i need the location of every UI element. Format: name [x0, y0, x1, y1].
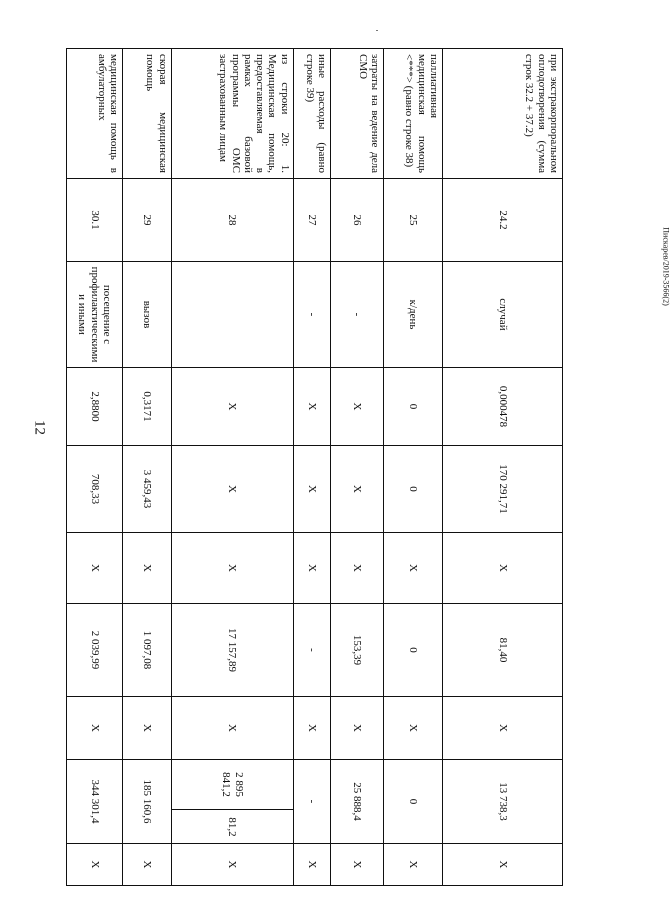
cell-c5: Х: [67, 844, 123, 886]
cell-vol: 0,000478: [442, 368, 562, 446]
cell-c1: Х: [442, 533, 562, 604]
table-row: [171, 49, 293, 886]
cell-c1: Х: [383, 533, 442, 604]
row-label: медицинская помощь в амбулаторных: [67, 49, 123, 179]
cell-c2: 2 039,99: [67, 604, 123, 697]
cell-vol: 0,3171: [122, 368, 171, 446]
cell-line: 27: [293, 179, 330, 262]
cell-c1: Х: [331, 533, 384, 604]
cell-c4: 25 888,4: [331, 760, 384, 844]
cell-c4-split: [171, 760, 293, 844]
row-label: скорая медицинская помощь: [122, 49, 171, 179]
cell-c1: Х: [67, 533, 123, 604]
cell-c4: 2 895 841,2: [220, 772, 245, 797]
table-row: [122, 49, 171, 886]
cell-c5: Х: [331, 844, 384, 886]
cell-c5: Х: [442, 844, 562, 886]
cell-c2: 1 097,08: [122, 604, 171, 697]
document-code: Пискарев/2019-3566(2): [661, 227, 671, 306]
row-label: затраты на ведение дела СМО: [331, 49, 384, 179]
row-label: из строки 20: 1. Медицинская помощь, предоставляемая в рамках базовой программы ОМС застрахованным лицам: [171, 49, 293, 179]
cell-c1: Х: [293, 533, 330, 604]
cell-unit: -: [293, 262, 330, 368]
cell-c3: Х: [67, 697, 123, 760]
cell-c3: Х: [442, 697, 562, 760]
cell-cost: Х: [293, 446, 330, 533]
scan-dot: [376, 30, 378, 31]
cell-vol: Х: [171, 368, 293, 446]
cell-unit: случай: [442, 262, 562, 368]
cell-c1: Х: [122, 533, 171, 604]
cell-c1: Х: [171, 533, 293, 604]
cell-c5: Х: [122, 844, 171, 886]
cell-vol: Х: [293, 368, 330, 446]
cell-line: 24.2: [442, 179, 562, 262]
cell-cost: 708,33: [67, 446, 123, 533]
cell-c3: Х: [171, 697, 293, 760]
cell-unit: к/день: [383, 262, 442, 368]
cell-unit: посещение с профилактическими и иными: [67, 262, 123, 368]
page-number: 12: [31, 420, 48, 435]
cell-c2: 0: [383, 604, 442, 697]
cell-c5: Х: [383, 844, 442, 886]
cell-cost: 0: [383, 446, 442, 533]
table-row: [293, 49, 330, 886]
rotated-table-container: [66, 48, 563, 885]
cell-line: 26: [331, 179, 384, 262]
cell-c3: Х: [331, 697, 384, 760]
cell-c3: Х: [293, 697, 330, 760]
table-row: [331, 49, 384, 886]
table-row: [442, 49, 562, 886]
cell-c4: 344 301,4: [67, 760, 123, 844]
cell-vol: 0: [383, 368, 442, 446]
row-label: иные расходы (равно строке 39): [293, 49, 330, 179]
cell-unit: -: [331, 262, 384, 368]
cell-c2: 81,40: [442, 604, 562, 697]
cell-unit: [171, 262, 293, 368]
cell-c4: 0: [383, 760, 442, 844]
cell-cost: 170 291,71: [442, 446, 562, 533]
row-label: паллиативная медицинская помощь <***> (равно строке 38): [383, 49, 442, 179]
cell-c5: Х: [293, 844, 330, 886]
cell-c2: -: [293, 604, 330, 697]
financial-table: [66, 48, 563, 886]
cell-unit: вызов: [122, 262, 171, 368]
cell-line: 29: [122, 179, 171, 262]
cell-line: 25: [383, 179, 442, 262]
cell-cost: Х: [331, 446, 384, 533]
cell-c3: Х: [122, 697, 171, 760]
cell-cost: Х: [171, 446, 293, 533]
cell-line: 28: [171, 179, 293, 262]
cell-c4: -: [293, 760, 330, 844]
cell-extra: 81,2: [172, 809, 293, 844]
cell-c2: 17 157,89: [171, 604, 293, 697]
cell-vol: Х: [331, 368, 384, 446]
row-label: при экстракорпоральном оплодотворения (сумма строк 32.2 + 37.2): [442, 49, 562, 179]
table-row: [67, 49, 123, 886]
table-row: [383, 49, 442, 886]
cell-cost: 3 459,43: [122, 446, 171, 533]
cell-c4: 185 160,6: [122, 760, 171, 844]
cell-c4: 13 738,3: [442, 760, 562, 844]
cell-c5: Х: [171, 844, 293, 886]
table-body: [67, 49, 563, 886]
cell-c2: 153,39: [331, 604, 384, 697]
cell-c3: Х: [383, 697, 442, 760]
cell-vol: 2,8800: [67, 368, 123, 446]
cell-line: 30.1: [67, 179, 123, 262]
